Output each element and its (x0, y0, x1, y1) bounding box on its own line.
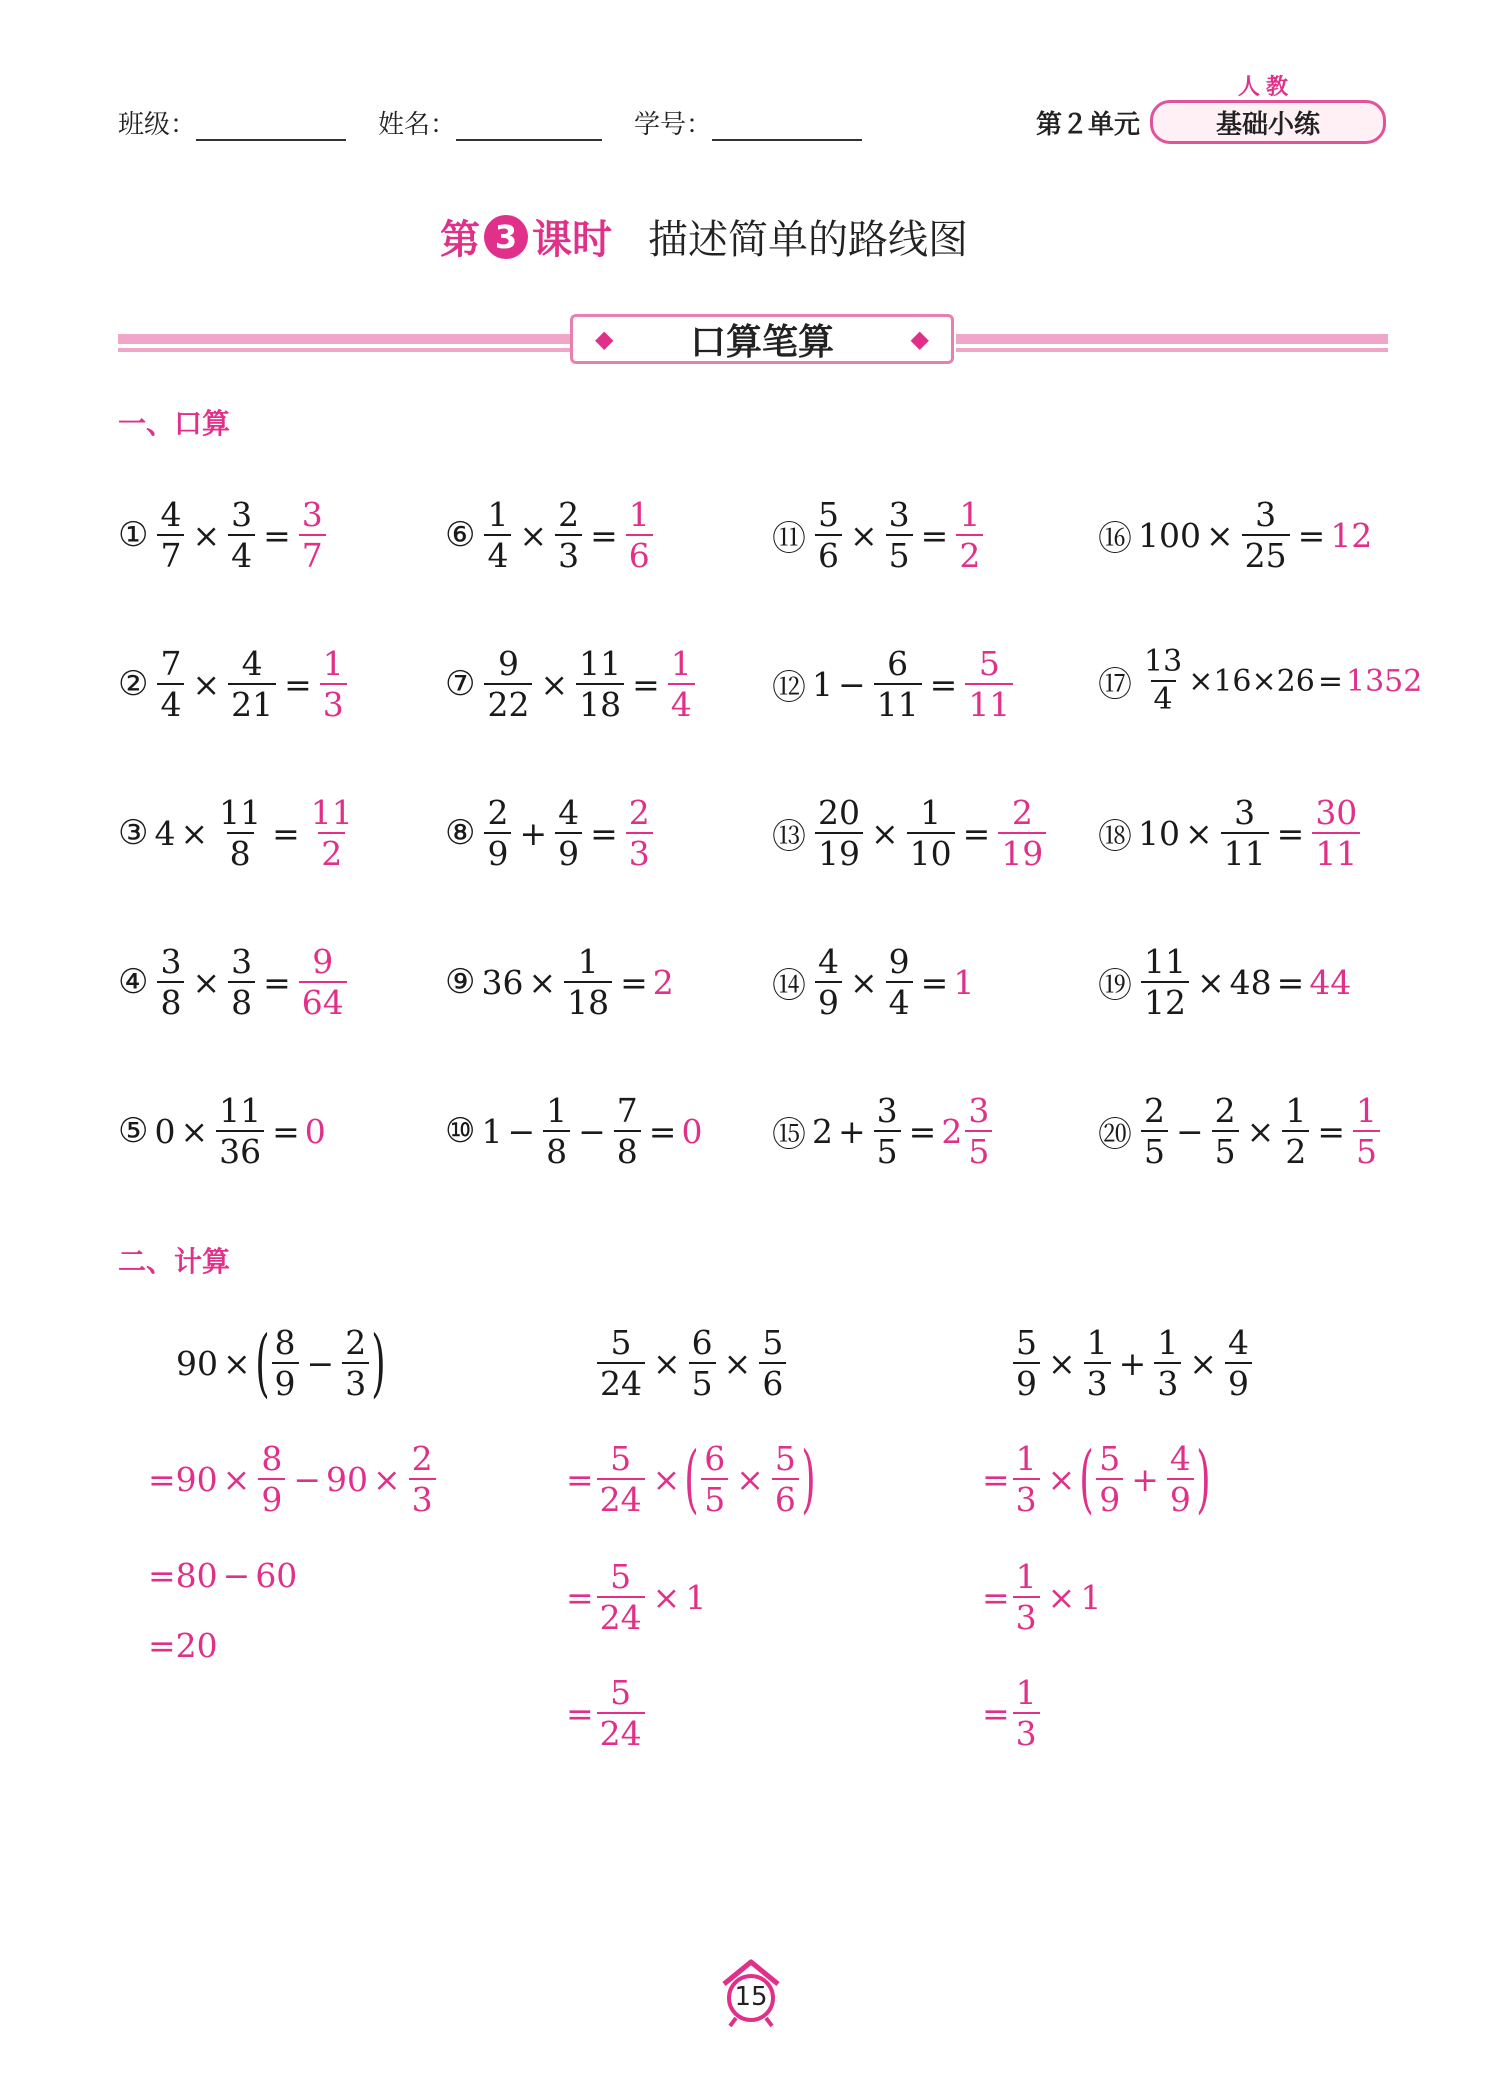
oral-q1: ① $\frac{4}{7}$ × $\frac{3}{4}$ = $\frac{3}{7}$ (118, 498, 329, 572)
calc3-step2: = $\frac{1}{3}$ × 1 (982, 1557, 1102, 1637)
section-header (570, 314, 954, 364)
oral-q20: ⑳ $\frac{2}{5}$ − $\frac{2}{5}$ × $\frac{1}{2}$ = $\frac{1}{5}$ (1098, 1094, 1383, 1168)
diamond-icon: ◆ (595, 325, 614, 353)
answer: $\frac{2}{19}$ (998, 796, 1046, 870)
answer: 44 (1309, 962, 1352, 1002)
calc2-question: $\frac{5}{24}$ × $\frac{6}{5}$ × $\frac{5}{6}$ (594, 1326, 789, 1400)
answer: $\frac{1}{4}$ (668, 647, 695, 721)
answer: 0 (681, 1111, 703, 1151)
question-number: ① (118, 515, 149, 555)
oral-q7: ⑦ $\frac{9}{22}$ × $\frac{11}{18}$ = $\frac{1}{4}$ (445, 647, 698, 721)
question-number: ⑨ (445, 962, 476, 1002)
answer-whole: 2 (941, 1111, 963, 1151)
badge-publisher: 人教 (1238, 75, 1295, 100)
oral-q17: ⑰ $\frac{13}{4}$ × 16 × 26 = 1352 (1098, 644, 1423, 717)
answer: $\frac{1}{6}$ (626, 498, 653, 572)
section-band-right (956, 334, 1388, 344)
question-number: ② (118, 664, 149, 704)
diamond-icon: ◆ (910, 325, 929, 353)
oral-q5: ⑤ 0 × $\frac{11}{36}$ = 0 (118, 1091, 326, 1171)
calc3-step1: = $\frac{1}{3}$ × ( $\frac{5}{9}$ + $\frac{4}{9}$ ) (982, 1436, 1211, 1522)
oral-q16: ⑯ 100 × $\frac{3}{25}$ = 12 (1098, 495, 1373, 575)
oral-q4: ④ $\frac{3}{8}$ × $\frac{3}{8}$ = $\frac{9}{64}$ (118, 945, 350, 1019)
oral-q10: ⑩ 1 − $\frac{1}{8}$ − $\frac{7}{8}$ = 0 (445, 1091, 703, 1171)
question-number: ⑥ (445, 515, 476, 555)
calc2-step3: = $\frac{5}{24}$ (566, 1676, 648, 1750)
badge-main-text: 基础小练 (1215, 109, 1320, 140)
page-number-badge (716, 1958, 786, 2028)
lesson-topic: 描述简单的路线图 (648, 217, 968, 263)
calc1-step3: = 20 (148, 1626, 218, 1665)
answer: 2 (652, 962, 674, 1002)
calc3-step3: = $\frac{1}{3}$ (982, 1676, 1043, 1750)
question-number: ⑧ (445, 813, 476, 853)
id-label: 学号： (634, 110, 713, 140)
id-field[interactable] (712, 117, 862, 141)
question-number: ⑦ (445, 664, 476, 704)
oral-q15: ⑮ 2 + $\frac{3}{5}$ = 2 $\frac{3}{5}$ (772, 1094, 995, 1168)
answer: $\frac{3}{5}$ (965, 1094, 992, 1168)
page-number: 15 (734, 1982, 768, 2012)
question-number: ⑫ (772, 667, 806, 708)
answer: $\frac{1}{5}$ (1353, 1094, 1380, 1168)
oral-q3: ③ 4 × $\frac{11}{8}$ = $\frac{11}{2}$ (118, 796, 359, 870)
section-band-left (118, 334, 570, 344)
class-label: 班级： (118, 110, 197, 140)
answer: $\frac{2}{3}$ (626, 796, 653, 870)
question-number: ⑮ (772, 1114, 806, 1155)
oral-q6: ⑥ $\frac{1}{4}$ × $\frac{2}{3}$ = $\frac{1}{6}$ (445, 498, 656, 572)
question-number: ⑲ (1098, 965, 1132, 1006)
calc2-step1: = $\frac{5}{24}$ × ( $\frac{6}{5}$ × $\frac{5}{6}$ ) (566, 1436, 816, 1522)
question-number: ⑭ (772, 965, 806, 1006)
part1-label: 一、口算 (118, 407, 231, 440)
answer: $\frac{3}{7}$ (299, 498, 326, 572)
lesson-prefix: 第 (440, 217, 480, 263)
calc1-question: 90 × ( $\frac{8}{9}$ − $\frac{2}{3}$ ) (176, 1320, 386, 1406)
oral-q11: ⑪ $\frac{5}{6}$ × $\frac{3}{5}$ = $\frac{1}{2}$ (772, 498, 986, 572)
oral-q12: ⑫ 1 − $\frac{6}{11}$ = $\frac{5}{11}$ (772, 647, 1016, 721)
question-number: ⑩ (445, 1111, 476, 1151)
question-number: ⑪ (772, 518, 806, 559)
name-field[interactable] (456, 117, 602, 141)
lesson-suffix: 课时 (532, 217, 612, 263)
oral-q19: ⑲ $\frac{11}{12}$ × 48 = 44 (1098, 942, 1352, 1022)
answer: $\frac{11}{2}$ (310, 793, 353, 873)
answer: $\frac{30}{11}$ (1312, 796, 1360, 870)
question-number: ⑳ (1098, 1114, 1132, 1155)
name-label: 姓名： (378, 110, 457, 140)
answer: 12 (1330, 515, 1373, 555)
page-title (440, 208, 968, 265)
oral-q2: ② $\frac{7}{4}$ × $\frac{4}{21}$ = $\frac{1}{3}$ (118, 647, 350, 721)
unit-label: 第２单元 (1036, 110, 1141, 140)
calc1-step2: = 80 − 60 (148, 1556, 298, 1595)
question-number: ③ (118, 813, 149, 853)
answer: $\frac{5}{11}$ (965, 647, 1013, 721)
question-number: ⑬ (772, 816, 806, 857)
answer: 0 (304, 1111, 326, 1151)
answer: $\frac{1}{3}$ (320, 647, 347, 721)
oral-q14: ⑭ $\frac{4}{9}$ × $\frac{9}{4}$ = 1 (772, 942, 975, 1022)
lesson-number (440, 208, 612, 265)
answer: 1 (953, 962, 975, 1002)
section-band-thin-left (118, 348, 570, 352)
calc3-question: $\frac{5}{9}$ × $\frac{1}{3}$ + $\frac{1}{3}$ × $\frac{4}{9}$ (1010, 1326, 1255, 1400)
lesson-num-badge: 3 (484, 215, 528, 259)
badge-basic-practice (1150, 100, 1386, 144)
oral-q8: ⑧ $\frac{2}{9}$ + $\frac{4}{9}$ = $\frac{2}{3}$ (445, 796, 656, 870)
oral-q18: ⑱ 10 × $\frac{3}{11}$ = $\frac{30}{11}$ (1098, 796, 1363, 870)
section-title: 口算笔算 (689, 321, 834, 363)
answer: 1352 (1345, 663, 1423, 699)
question-number: ④ (118, 962, 149, 1002)
part2-label: 二、计算 (118, 1245, 231, 1278)
question-number: ⑰ (1098, 664, 1132, 705)
calc2-step2: = $\frac{5}{24}$ × 1 (566, 1557, 707, 1637)
answer: $\frac{9}{64}$ (299, 945, 347, 1019)
oral-q9: ⑨ 36 × $\frac{1}{18}$ = 2 (445, 942, 674, 1022)
header-student-info (118, 104, 862, 141)
question-number: ⑯ (1098, 518, 1132, 559)
answer: $\frac{1}{2}$ (956, 498, 983, 572)
oral-q13: ⑬ $\frac{20}{19}$ × $\frac{1}{10}$ = $\frac{2}{19}$ (772, 796, 1049, 870)
class-field[interactable] (196, 117, 346, 141)
question-number: ⑱ (1098, 816, 1132, 857)
section-band-thin-right (956, 348, 1388, 352)
calc1-step1: = 90 × $\frac{8}{9}$ − 90 × $\frac{2}{3}$ (148, 1442, 439, 1516)
question-number: ⑤ (118, 1111, 149, 1151)
